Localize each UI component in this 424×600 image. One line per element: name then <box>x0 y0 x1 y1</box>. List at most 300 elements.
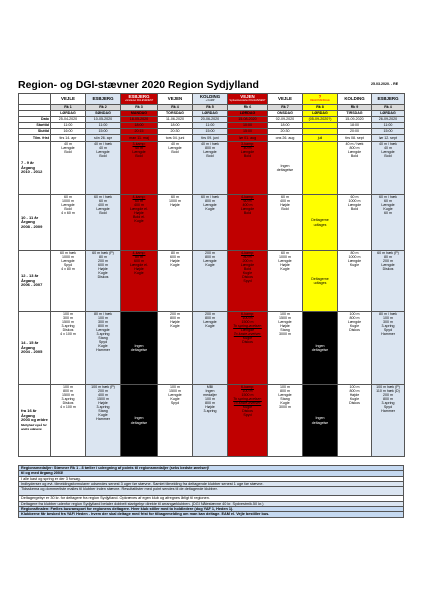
age-years: 2010 - 2012 <box>21 169 43 175</box>
event-line: Ingen <box>134 416 144 421</box>
event-line: Bold <box>135 154 143 159</box>
row-label-date: Dato <box>19 117 51 123</box>
col-end-4: 20:30 <box>158 129 193 135</box>
event-line: 60 m / hæk <box>201 195 219 199</box>
event-line: 60 m hæk <box>60 251 76 255</box>
event-line: 1500 m <box>241 320 254 325</box>
event-cell <box>158 195 193 251</box>
event-line: Kugle <box>280 267 290 272</box>
event-line: deltagelse <box>130 348 148 352</box>
event-line: udtages <box>313 222 327 227</box>
event-line: 100 m <box>205 397 215 402</box>
event-line: Diskos <box>242 340 253 345</box>
header-row-deadline <box>19 135 405 142</box>
col-name-1: VEJLE <box>51 94 86 105</box>
event-line: Længde <box>240 328 255 333</box>
col-day-5: LØRDAG <box>193 111 228 117</box>
col-sub-8: REGIONSFINALE <box>310 98 330 102</box>
event-line: Kugle <box>242 405 253 410</box>
age-group-cell <box>19 251 51 312</box>
col-name-8: ? REGIONSFINALE <box>303 94 338 105</box>
col-rk-3: Rk 3 <box>121 105 158 111</box>
note-text: Regionsmedaljer: Stævner Rk 1 - 8 tæller i udregning af points til regionsmedaljer (seks bedste øvelser)! <box>19 466 404 471</box>
age-sub: Årgang <box>21 344 35 350</box>
event-line: 100 m <box>349 312 360 316</box>
event-line: Stang <box>98 409 108 414</box>
event-line: Højde <box>134 267 144 272</box>
event-line: 100 m hæk (P) <box>376 385 400 389</box>
event-line: 800 m <box>205 255 215 260</box>
event-line: 800 m <box>383 397 393 402</box>
event-line: Længde <box>96 328 110 333</box>
col-start-1: 11:00 <box>51 123 86 129</box>
event-line: Diskos <box>97 275 109 280</box>
note-text: Tidsskema og dommerliste mailes til klubber inden stævne. Resultatlister med point sendes til de deltagende klubber. <box>19 487 404 496</box>
event-cell <box>372 385 405 457</box>
age-sub: Årgang <box>21 219 35 225</box>
event-line: 6-kamp: <box>241 312 254 316</box>
event-line: Diskos <box>349 401 360 406</box>
header-row-name <box>19 94 405 105</box>
event-line: 400 m <box>242 203 253 208</box>
event-cell <box>228 251 268 312</box>
event-line: Bold <box>281 207 289 212</box>
row-label-deadline: Tilm. frist <box>19 135 51 142</box>
event-line: 3-spring <box>381 401 395 406</box>
event-line: 1000 m <box>348 199 361 204</box>
event-line: Kugle <box>349 324 360 329</box>
event-line: Bold <box>64 207 72 212</box>
event-line: 1500 m <box>62 393 74 398</box>
event-line: 4-kamp: <box>241 251 254 255</box>
event-line: Deltagerne <box>311 218 329 223</box>
col-end-3: 20:15 <box>121 129 158 135</box>
event-cell <box>303 385 338 457</box>
event-line: Højde <box>170 259 180 264</box>
age-row <box>19 142 405 195</box>
event-line: Længde <box>347 150 362 155</box>
col-deadline-9: tirs 08. sept <box>338 135 372 142</box>
event-line: Længde <box>347 203 362 208</box>
event-line: 800 m <box>205 401 215 406</box>
event-line: 40 m <box>135 146 143 151</box>
event-line: 300 m <box>383 320 393 325</box>
age-row <box>19 251 405 312</box>
event-line: Højde <box>280 263 290 268</box>
event-cell <box>51 195 86 251</box>
event-cell <box>193 195 228 251</box>
event-line: 60 m <box>135 199 143 204</box>
event-line: Spyd <box>243 413 252 418</box>
note-text: Klubberne får besked fra YAF/ Heden - hvem der skal deltage med frist for tilbagemelding om man kan deltage. EAM el. Vejle bestiller bus. <box>19 512 404 517</box>
event-cell <box>121 251 158 312</box>
col-rk-8: Rk 8 <box>303 105 338 111</box>
event-line: Kugle <box>349 263 360 268</box>
event-line: Højde <box>170 320 180 325</box>
col-day-3: MANDAG <box>121 111 158 117</box>
event-line: 1500 m <box>97 397 109 402</box>
event-line: Kugle <box>98 271 108 276</box>
event-line: Diskos <box>242 275 253 280</box>
event-cell <box>158 251 193 312</box>
col-end-1: 16:00 <box>51 129 86 135</box>
event-line: 200 m <box>170 312 180 316</box>
col-day-6: LØRDAG <box>228 111 268 117</box>
col-date-5: 20-06-2020 <box>193 117 228 123</box>
event-line: 80 m <box>99 255 107 260</box>
col-day-8: LØRDAG <box>303 111 338 117</box>
col-rk-1: Rk 1 <box>51 105 86 111</box>
note-text: til og med årgang 2003! <box>19 471 404 476</box>
event-line: 60 m <box>243 199 252 204</box>
event-line: 60 m hæk (P) <box>377 251 399 255</box>
event-line: 600 m <box>134 259 144 264</box>
event-cell <box>303 312 338 385</box>
col-date-8: (05-09-2020?) <box>303 117 338 123</box>
event-line: 400 m <box>134 203 144 208</box>
event-cell <box>303 195 338 251</box>
event-line: Længde <box>168 393 182 398</box>
event-line: Kugle <box>205 324 215 329</box>
col-name-5: KOLDING + KAMP <box>193 94 228 105</box>
event-cell <box>193 385 228 457</box>
event-line: 3-spring <box>96 405 110 410</box>
event-line: Bold <box>350 154 359 159</box>
age-row <box>19 385 405 457</box>
event-line: Længde <box>381 263 395 268</box>
col-start-2: 11:00 <box>86 123 121 129</box>
event-line: 40 m <box>99 146 107 151</box>
event-cell <box>51 312 86 385</box>
event-line: 800 m <box>205 199 215 204</box>
event-line: 800 m <box>205 316 215 321</box>
event-line: Hammer <box>381 409 395 414</box>
note-row <box>19 512 404 517</box>
event-line: 60 m <box>281 251 289 255</box>
event-line: Længde el. <box>130 263 148 268</box>
age-extra: Mulighed også for andre udøvere <box>21 422 47 432</box>
event-line: 100 m <box>383 316 393 321</box>
event-line: 40 m / hæk <box>345 142 364 146</box>
col-date-3: 18-05-2020 <box>121 117 158 123</box>
col-sub-3: +Gruttenet DGI-EVENENT <box>124 98 154 102</box>
event-line: Spyd <box>98 340 108 345</box>
event-line: Bold <box>171 150 179 155</box>
event-line: Højde <box>98 401 108 406</box>
event-line: Længde <box>61 203 75 208</box>
col-rk-7: Rk 7 <box>268 105 303 111</box>
event-line: 80 m / hæk <box>379 312 397 316</box>
col-date-2: 10-05-2020 <box>86 117 121 123</box>
event-line: Længde <box>240 207 255 212</box>
event-line: 1000 m <box>348 255 361 260</box>
event-line: 1500 m <box>241 393 254 398</box>
page-title: Region- og DGI-stævner 2020 Region Sydjylland <box>18 79 259 91</box>
event-line: 1000 m <box>169 199 181 204</box>
event-line: 40 m / hæk <box>94 142 112 146</box>
event-line: Højde <box>134 211 144 216</box>
age-sub: Årgang <box>21 277 35 283</box>
event-cell <box>121 312 158 385</box>
event-line: 3-spring <box>203 409 217 414</box>
col-deadline-7: ons 26. aug <box>268 135 303 142</box>
note-text: I alle kast og spring er der 3 forsøg. <box>19 476 404 481</box>
event-cell <box>193 142 228 195</box>
age-label: 12 - 13 år <box>21 273 39 279</box>
event-line: MBI <box>206 385 214 389</box>
document-date: 25.03.2020. - RE <box>371 82 399 86</box>
event-line: 1000 m <box>62 255 74 260</box>
col-date-1: 25-04-2020 <box>51 117 86 123</box>
event-cell <box>268 251 303 312</box>
event-line: Kugle <box>98 344 108 349</box>
col-name-7: VEJLE <box>268 94 303 105</box>
event-line: 100 m <box>63 312 73 316</box>
event-line: Hammer <box>381 332 395 337</box>
event-cell <box>158 142 193 195</box>
event-line: 80 m <box>384 255 392 260</box>
col-deadline-1: tirs 14. apr <box>51 135 86 142</box>
event-line: 3-spring <box>61 324 75 329</box>
event-line: 100 m <box>242 389 253 394</box>
col-name-2: ESBJERG <box>86 94 121 105</box>
event-line: Kugle <box>134 271 144 276</box>
age-group-cell <box>19 385 51 457</box>
event-line: Kugle <box>242 271 253 276</box>
col-deadline-10: lør 12. sept <box>372 135 405 142</box>
event-line: Stang <box>280 397 290 402</box>
event-cell <box>86 251 121 312</box>
event-line: 40 m / hæk <box>201 142 219 146</box>
event-line: 800 m <box>98 324 108 329</box>
event-line: Bold <box>350 207 359 212</box>
notes-table <box>18 465 404 518</box>
event-line: 200 m <box>98 259 108 264</box>
event-line: 200 m <box>242 259 253 264</box>
event-line: 60 m <box>384 211 392 216</box>
event-line: 4-kamp: <box>132 195 146 199</box>
event-line: Højde <box>205 405 215 410</box>
col-deadline-8: juli <box>303 135 338 142</box>
event-line: Spyd <box>383 328 393 333</box>
event-line: 3-spring <box>61 397 75 402</box>
age-group-cell <box>19 195 51 251</box>
event-line: 40 m <box>384 146 392 151</box>
event-line: Stang <box>280 328 290 333</box>
event-line: Længde <box>347 320 362 325</box>
age-label: 14 - 15 år <box>21 340 39 346</box>
age-group-cell <box>19 142 51 195</box>
age-sub: Årgang <box>21 164 35 170</box>
event-line: 60 m <box>64 195 72 199</box>
event-line: 3000 m <box>279 405 291 410</box>
col-deadline-4: tors 04. juni <box>158 135 193 142</box>
col-day-2: SØNDAG <box>86 111 121 117</box>
col-name-4: VEJEN <box>158 94 193 105</box>
col-start-5: 11:00 <box>193 123 228 129</box>
event-line: Bold el. <box>133 215 145 220</box>
event-line: Længde <box>278 393 292 398</box>
col-start-7: 18:00 <box>268 123 303 129</box>
event-line: Diskos <box>382 267 394 272</box>
col-date-7: 02-09-2020 <box>268 117 303 123</box>
col-rk-9: Rk 9 <box>338 105 372 111</box>
event-line: 80 m / hæk <box>94 312 112 316</box>
event-line: Kugle <box>280 401 290 406</box>
event-line: 60 m / hæk <box>94 195 112 199</box>
event-line: 40 m / hæk <box>379 142 397 146</box>
event-line: 40 m <box>243 146 252 151</box>
event-cell <box>51 251 86 312</box>
event-line: 800 m <box>349 389 360 394</box>
event-cell <box>228 195 268 251</box>
event-line: Spyd <box>63 263 73 268</box>
note-text: Indbyderser og evt. tilmeldingsformularer udsendes senest 3 uger før stævne. Samlet tilmelding fra deltagende klubber senest 1 uge før stævne. <box>19 481 404 486</box>
note-text: Regionsfinalen: Fælles busransport for regionens deltagere. Hver klub stiller med to holdledere (dog YAF 1, Heden 1). <box>19 507 404 512</box>
age-label: fra 16 år <box>21 408 37 414</box>
col-start-4: 18:00 <box>158 123 193 129</box>
event-line: Bold <box>206 154 214 159</box>
event-line: Længde el. <box>130 207 148 212</box>
event-line: To spring-øvelser: <box>233 397 262 402</box>
event-cell <box>338 385 372 457</box>
event-line: Spyd <box>170 401 180 406</box>
row-label-end: Sluttid <box>19 129 51 135</box>
col-day-1: LØRDAG <box>51 111 86 117</box>
event-line: 1500 m <box>279 316 291 321</box>
event-line: 4-kamp: <box>132 251 146 255</box>
event-line: 200 m <box>205 251 215 255</box>
event-line: Hammer <box>96 417 110 422</box>
event-line: 100 m hæk (P) <box>91 385 115 389</box>
event-line: 60 m <box>350 195 359 199</box>
event-line: 800 m <box>349 146 360 151</box>
event-line: Længde <box>203 320 217 325</box>
event-line: Stang <box>98 336 108 341</box>
age-row <box>19 312 405 385</box>
event-line: 4 x 60 m <box>61 211 75 216</box>
event-line: medaljer <box>203 393 217 398</box>
age-sub: Årgang <box>21 412 35 418</box>
event-line: 100 m <box>170 385 180 389</box>
event-cell <box>338 142 372 195</box>
col-rk-4: Rk 4 <box>158 105 193 111</box>
event-cell <box>303 251 338 312</box>
col-day-7: ONSDAG <box>268 111 303 117</box>
event-line: Kugle <box>205 207 215 212</box>
event-cell <box>372 312 405 385</box>
col-end-2: 15:00 <box>86 129 121 135</box>
event-cell <box>51 385 86 457</box>
event-cell <box>268 195 303 251</box>
event-line: 600 m <box>98 263 108 268</box>
event-line: 3-kamp: <box>241 142 254 146</box>
event-line: Længde <box>96 150 110 155</box>
event-line: Kugle <box>349 397 360 402</box>
col-rk-2: Rk 2 <box>86 105 121 111</box>
event-cell <box>303 142 338 195</box>
event-line: 1000 m <box>279 255 291 260</box>
event-line: Diskos <box>62 401 74 406</box>
event-line: 3-spring <box>381 324 395 329</box>
event-line: 800 m <box>280 389 290 394</box>
col-day-9: TIRSDAG <box>338 111 372 117</box>
event-line: 200 m <box>98 389 108 394</box>
event-line: Deltagerne <box>311 276 329 281</box>
event-line: Længde <box>203 150 217 155</box>
col-rk-6: Rk 6 <box>228 105 268 111</box>
event-line: 80 m <box>135 255 143 260</box>
col-deadline-5: tirs 09. juni <box>193 135 228 142</box>
event-line: deltagelse <box>276 168 294 172</box>
row-label-name <box>19 94 51 105</box>
event-line: Højde <box>349 393 360 398</box>
event-line: 100 m <box>242 316 253 321</box>
event-line: 800 m <box>205 146 215 151</box>
event-line: Bold <box>243 267 252 272</box>
event-line: Diskos <box>62 328 74 333</box>
event-cell <box>228 142 268 195</box>
event-line: 200 m <box>383 259 393 264</box>
event-line: 400 m <box>280 199 290 204</box>
note-text: Deltagergebyr er 30 kr. for deltagere fra region Sydjylland. Opkræves af egen klub og afregnes årligt til regionen. <box>19 496 404 501</box>
event-line: Kugle <box>134 219 144 224</box>
event-cell <box>268 312 303 385</box>
event-cell <box>372 251 405 312</box>
event-line: Længde <box>381 203 395 208</box>
event-line: To spring-øvelser: <box>233 324 262 329</box>
event-line: Spyd <box>383 405 393 410</box>
event-line: Højde <box>170 203 180 208</box>
event-line: 200 m <box>205 312 215 316</box>
event-line: 4-kamp: <box>241 195 254 199</box>
event-line: Længde <box>132 150 146 155</box>
event-line: 800 m <box>170 316 180 321</box>
event-line: 300 m <box>63 316 73 321</box>
event-line: 80 m <box>243 255 252 260</box>
col-name-10: ESBJERG <box>372 94 405 105</box>
event-cell <box>158 312 193 385</box>
event-line: Ingen <box>280 163 290 168</box>
event-line: Diskos <box>349 328 360 333</box>
event-line: To kaste-øvelser: <box>233 332 262 337</box>
event-line: Længde <box>381 150 395 155</box>
event-line: Hammer <box>96 348 110 353</box>
event-line: Kugle <box>242 336 253 341</box>
event-line: Ingen <box>315 343 325 348</box>
event-line: Bold <box>64 150 72 155</box>
event-line: Længde <box>347 259 362 264</box>
event-line: Længde <box>240 150 255 155</box>
event-line: 4 x 100 m <box>60 332 76 337</box>
event-line: 100 m <box>98 316 108 321</box>
event-line: 800 m <box>349 316 360 321</box>
col-date-6: 15-08-2020 <box>228 117 268 123</box>
event-line: Kugle <box>383 207 393 212</box>
event-line: 80 m <box>171 251 179 255</box>
age-group-cell <box>19 312 51 385</box>
event-cell <box>338 195 372 251</box>
event-line: 100 m <box>349 385 360 389</box>
event-cell <box>121 195 158 251</box>
event-cell <box>86 385 121 457</box>
event-cell <box>372 195 405 251</box>
event-cell <box>86 312 121 385</box>
event-cell <box>121 142 158 195</box>
event-line: Højde <box>280 203 290 208</box>
event-line: Længde <box>240 263 255 268</box>
age-years: 2003 og ældre <box>21 417 48 423</box>
